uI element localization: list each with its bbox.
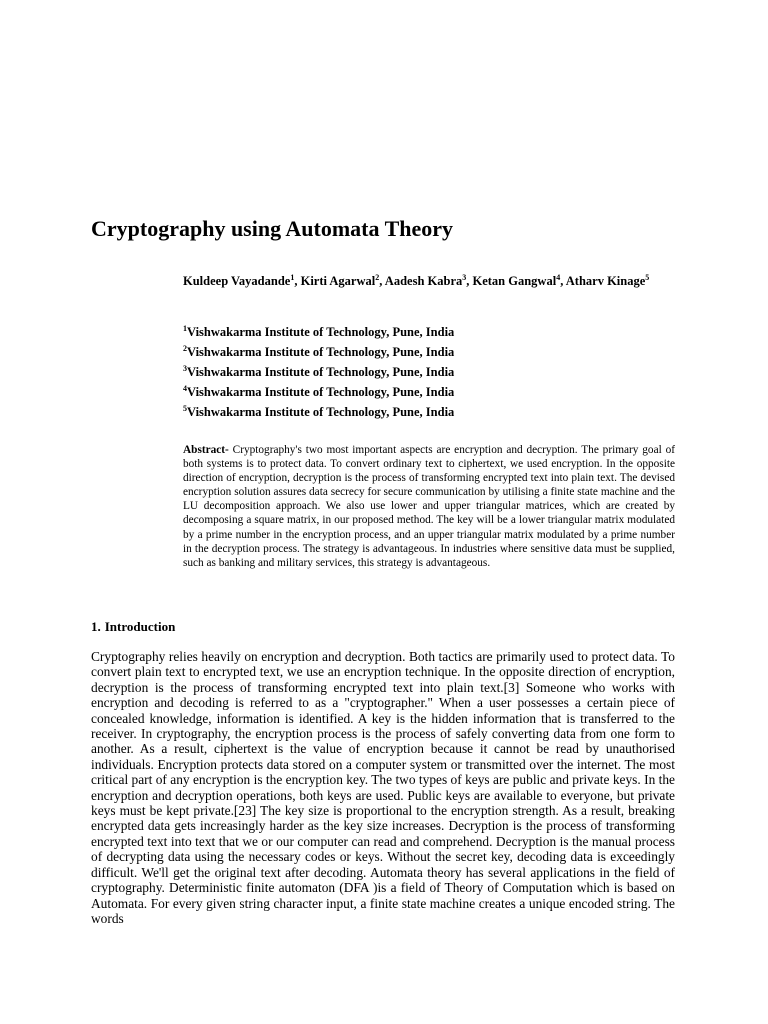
author-separator: , bbox=[560, 274, 566, 288]
author-name: Atharv Kinage bbox=[565, 274, 646, 288]
affiliation-superscript: 2 bbox=[183, 343, 187, 353]
author-separator: , bbox=[466, 274, 473, 288]
section-number: 1. bbox=[91, 619, 101, 634]
abstract bbox=[183, 443, 675, 570]
affiliation-text: Vishwakarma Institute of Technology, Pune, India bbox=[187, 365, 455, 379]
author-name: Kirti Agarwal bbox=[300, 274, 376, 288]
section-title: Introduction bbox=[104, 619, 176, 634]
author-superscript: 4 bbox=[556, 272, 561, 282]
paper-title: Cryptography using Automata Theory bbox=[91, 216, 454, 241]
author-superscript: 5 bbox=[645, 272, 650, 282]
affiliation-text: Vishwakarma Institute of Technology, Pune, India bbox=[187, 345, 455, 359]
author-name: Aadesh Kabra bbox=[384, 274, 463, 288]
affiliation bbox=[183, 362, 683, 382]
affiliation-text: Vishwakarma Institute of Technology, Pune, India bbox=[187, 405, 455, 419]
affiliation-superscript: 3 bbox=[183, 363, 187, 373]
affiliation-text: Vishwakarma Institute of Technology, Pune, India bbox=[187, 385, 455, 399]
author-name: Kuldeep Vayadande bbox=[183, 274, 291, 288]
author-separator: , bbox=[379, 274, 385, 288]
abstract-label: Abstract- bbox=[183, 444, 229, 456]
author-separator: , bbox=[294, 274, 301, 288]
affiliation bbox=[183, 382, 683, 402]
affiliation-superscript: 1 bbox=[183, 323, 187, 333]
author-superscript: 1 bbox=[290, 272, 295, 282]
affiliation bbox=[183, 402, 683, 422]
author-superscript: 3 bbox=[462, 272, 467, 282]
affiliation-text: Vishwakarma Institute of Technology, Pune, India bbox=[187, 325, 455, 339]
affiliation-superscript: 5 bbox=[183, 403, 187, 413]
section-body: Cryptography relies heavily on encryption and decryption. Both tactics are primarily used to protect data. To convert plain text to encrypted text, we use an encryption technique. In the opposite direction of encryption, decryption is the process of transforming encrypted text into plain text.[3] Someone who works with encryption and decoding is referred to as a "cryptographer." When a user possesses a certain piece of concealed knowledge, information is identified. A key is the hidden information that is transferred to the receiver. In cryptography, the encryption process is the process of safely converting data from one form to another. As a result, ciphertext is the value of encryption because it cannot be read by unauthorised individuals. Encryption protects data stored on a computer system or transmitted over the internet. The most critical part of any encryption is the encryption key. The two types of keys are public and private keys. In the encryption and decryption operations, both keys are used. Public keys are available to everyone, but private keys must be kept private.[23] The key size is proportional to the encryption strength. As a result, breaking encrypted data gets increasingly harder as the key size increases. Decryption is the process of transforming encrypted text into text that we or our computer can read and comprehend. Decryption is the manual process of decrypting data using the necessary codes or keys. Without the secret key, decoding data is exceedingly difficult. We'll get the original text after decoding. Automata theory has several applications in the field of cryptography. Deterministic finite automaton (DFA )is a field of Theory of Computation which is based on Automata. For every given string character input, a finite state machine creates a unique encoded string. The words bbox=[91, 649, 675, 926]
author-superscript: 2 bbox=[375, 272, 380, 282]
section-heading bbox=[91, 619, 175, 635]
author-name: Ketan Gangwal bbox=[472, 274, 557, 288]
affiliation-list bbox=[183, 322, 683, 422]
affiliation bbox=[183, 322, 683, 342]
abstract-text: Cryptography's two most important aspects are encryption and decryption. The primary goal of both systems is to protect data. To convert ordinary text to ciphertext, we used encryption. In the opposite direction of encryption, decryption is the process of transforming encrypted text into plain text. The devised encryption solution assures data secrecy for secure communication by utilising a finite state machine and the LU decomposition approach. We also use lower and upper triangular matrices, which are created by decomposing a square matrix, in our proposed method. The key will be a lower triangular matrix modulated by a prime number in the encryption process, and an upper triangular matrix modulated by a prime number in the decryption process. The strategy is advantageous. In industries where sensitive data must be supplied, such as banking and military services, this strategy is advantageous. bbox=[183, 444, 675, 569]
author-list bbox=[183, 274, 649, 289]
affiliation bbox=[183, 342, 683, 362]
affiliation-superscript: 4 bbox=[183, 383, 187, 393]
